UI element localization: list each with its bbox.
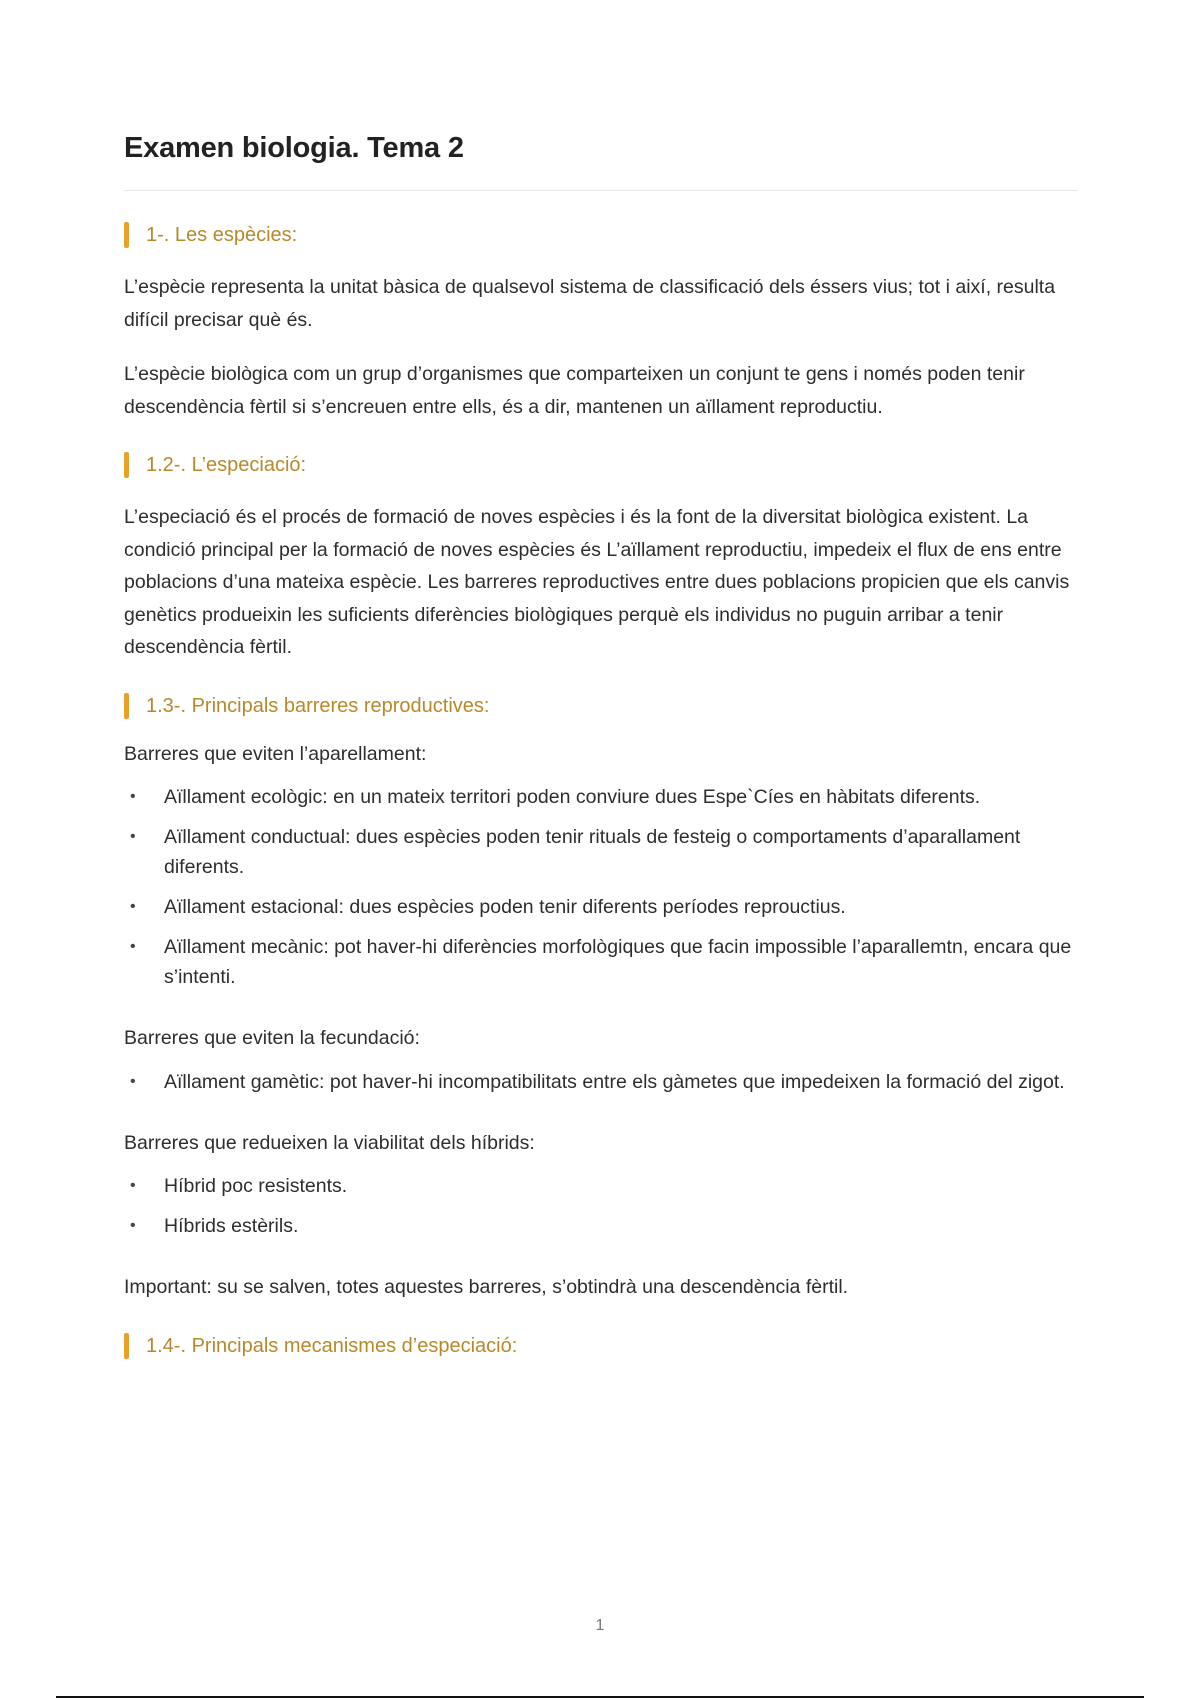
bullet-icon: • [130, 938, 136, 955]
group-label: Barreres que eviten la fecundació: [124, 1027, 420, 1049]
bullet-icon: • [130, 788, 136, 805]
bullet-icon: • [130, 828, 136, 845]
list-item [124, 782, 1078, 812]
section-heading-mecanismes [124, 1332, 1078, 1360]
heading-accent-bar [124, 222, 129, 248]
title-divider [124, 190, 1078, 191]
paragraph: L’espècie biològica com un grup d’organismes que comparteixen un conjunt te gens i només poden tenir descendència fèrtil si s’encreuen entre ells, és a dir, mantenen un aïllament reproductiu. [124, 363, 1025, 418]
heading-accent-bar [124, 693, 129, 719]
page-bottom-edge [56, 1696, 1144, 1698]
document-title: Examen biologia. Tema 2 [124, 132, 464, 164]
page-number: 1 [595, 1617, 605, 1634]
important-note: Important: su se salven, totes aquestes barreres, s’obtindrà una descendència fèrtil. [124, 1276, 849, 1298]
bullet-icon: • [130, 1177, 136, 1194]
heading-accent-bar [124, 452, 129, 478]
section-heading-especiacio [124, 451, 1078, 479]
page-content [124, 128, 1078, 1382]
section-heading-text: 1-. Les espècies: [146, 224, 298, 246]
list-item [124, 822, 1078, 882]
section-heading-especies [124, 221, 1078, 249]
section-heading-text: 1.2-. L’especiació: [146, 454, 307, 476]
bullet-icon: • [130, 1217, 136, 1234]
bullet-list [124, 1067, 1078, 1097]
list-item-text: Híbrids estèrils. [164, 1215, 299, 1237]
list-item [124, 892, 1078, 922]
group-label: Barreres que redueixen la viabilitat dels híbrids: [124, 1131, 535, 1154]
section-heading-text: 1.4-. Principals mecanismes d’especiació: [146, 1334, 518, 1357]
bullet-icon: • [130, 1072, 136, 1090]
bullet-list [124, 782, 1078, 992]
list-item-text: Aïllament ecològic: en un mateix territori poden conviure dues Espe`Cíes en hàbitats diferents. [164, 786, 981, 808]
paragraph: L’especiació és el procés de formació de noves espècies i és la font de la diversitat biològica existent. La condició principal per la formació de noves espècies és L’aïllament reproductiu, impedeix el flux de ens entre poblacions d’una mateixa espècie. Les barreres reproductives entre dues poblacions propicien que els canvis genètics produeixin les suficients diferències biològiques perquè els individus no puguin arribar a tenir descendència fèrtil. [124, 506, 1070, 658]
list-item [124, 1211, 1078, 1241]
heading-accent-bar [124, 1333, 129, 1359]
list-item-text: Híbrid poc resistents. [164, 1175, 348, 1197]
group-label: Barreres que eviten l’aparellament: [124, 742, 427, 765]
paragraph: L’espècie representa la unitat bàsica de qualsevol sistema de classificació dels éssers vius; tot i així, resulta difícil precisar què és. [124, 276, 1056, 331]
bullet-list [124, 1171, 1078, 1241]
section-heading-barreres [124, 692, 1078, 720]
list-item-text: Aïllament gamètic: pot haver-hi incompatibilitats entre els gàmetes que impedeixen la formació del zigot. [164, 1070, 1065, 1093]
bullet-icon: • [130, 898, 136, 915]
list-item-text: Aïllament estacional: dues espècies poden tenir diferents períodes reprouctius. [164, 896, 846, 918]
section-heading-text: 1.3-. Principals barreres reproductives: [146, 694, 490, 717]
list-item [124, 932, 1078, 992]
list-item [124, 1067, 1078, 1097]
list-item [124, 1171, 1078, 1201]
list-item-text: Aïllament mecànic: pot haver-hi diferències morfològiques que facin impossible l’aparallemtn, encara que s’intenti. [164, 936, 1072, 988]
list-item-text: Aïllament conductual: dues espècies poden tenir rituals de festeig o comportaments d’aparallament diferents. [164, 826, 1021, 878]
